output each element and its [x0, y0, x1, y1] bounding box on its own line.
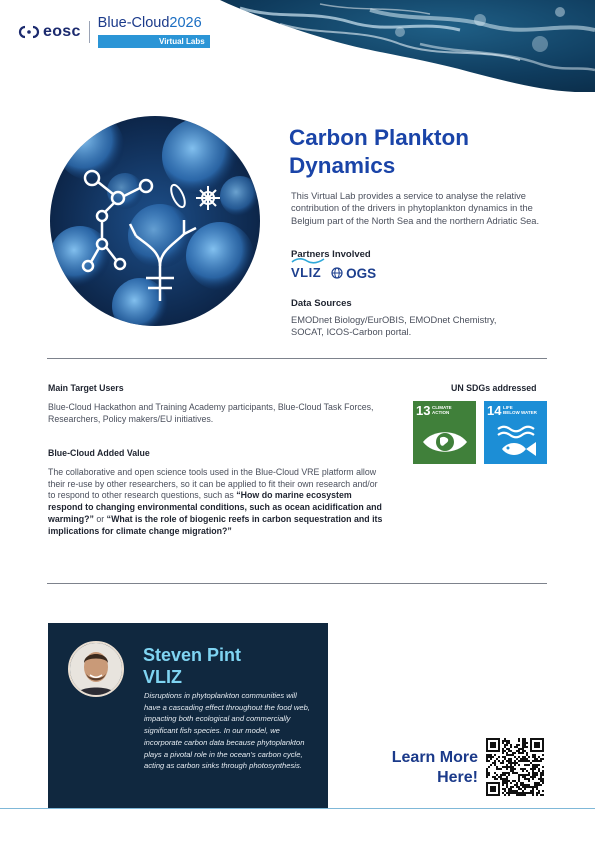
testimonial-card [48, 623, 328, 809]
blue-cloud-title: Blue-Cloud2026 [97, 15, 202, 31]
avatar [68, 641, 124, 697]
eosc-logo-text: eosc [43, 22, 81, 40]
virtual-labs-badge: Virtual Labs [98, 35, 210, 48]
sdg-14-label: LIFE BELOW WATER [503, 405, 537, 416]
added-value-label: Blue-Cloud Added Value [48, 448, 150, 458]
footer-line [0, 808, 595, 809]
sources-label: Data Sources [291, 298, 352, 309]
vliz-logo [291, 264, 321, 282]
partners-logos [291, 264, 376, 282]
qr-code[interactable] [486, 738, 544, 796]
ogs-globe-icon [331, 267, 343, 279]
ocean-wave-image [220, 0, 595, 92]
plankton-image [50, 116, 260, 326]
eye-globe-icon [419, 423, 471, 461]
data-sources-text: EMODnet Biology/EurOBIS, EMODnet Chemistry, SOCAT, ICOS-Carbon portal. [291, 315, 497, 338]
sdg-14-number: 14 [487, 403, 502, 418]
blue-cloud-logo [98, 15, 210, 48]
target-users-label: Main Target Users [48, 383, 124, 393]
learn-more-link[interactable]: Learn More Here! [391, 749, 478, 786]
person-photo [70, 643, 122, 695]
fish-wave-icon [490, 423, 542, 461]
partners-label: Partners Involved [291, 249, 371, 260]
added-value-text: The collaborative and open science tools used in the Blue-Cloud VRE platform allow their re-use by other researchers, so it can be applied to fit their own research and/or to respond to other research questions, such as “How do marine ecosystem respond to changing environmental conditions, such as ocean acidification and warming?” or “What is the role of biogenic reefs in carbon sequestration and its implications for climate change migration?” [48, 467, 383, 536]
sdg-13-label: CLIMATE ACTION [432, 405, 452, 416]
section-divider-top [47, 358, 547, 359]
plankton-illustration [50, 116, 260, 326]
sdg-13-number: 13 [416, 403, 431, 418]
testimonial-organization: VLIZ [143, 667, 182, 687]
logo-divider [89, 21, 90, 43]
testimonial-name: Steven Pint [143, 645, 242, 665]
sdg-13-tile [413, 401, 476, 464]
header-logos [18, 15, 210, 48]
ogs-logo [331, 266, 376, 281]
ogs-logo-text: OGS [346, 265, 377, 281]
lab-description: This Virtual Lab provides a service to analyse the relative contribution of the drivers in phytoplankton dynamics in the Belgium part of the North Sea and the northern Adriatic Sea. [291, 191, 540, 226]
vliz-wave-icon [291, 258, 325, 264]
eosc-logo-icon [18, 25, 40, 39]
sdg-label: UN SDGs addressed [451, 383, 537, 393]
sdg-14-tile [484, 401, 547, 464]
page-title: Carbon Plankton Dynamics [289, 125, 470, 178]
target-users-text: Blue-Cloud Hackathon and Training Academy participants, Blue-Cloud Task Forces, Researchers, Policy makers/EU initiatives. [48, 402, 374, 424]
vliz-logo-text: VLIZ [291, 265, 322, 280]
testimonial-quote: Disruptions in phytoplankton communities will have a cascading effect throughout the food web, impacting both ecological and commercially significant fish species. In our model, we incorporate carbon data because phytoplankton plays a pivotal role in the ocean’s carbon cycle, acting as carbon sinks through photosynthesis. [144, 691, 310, 771]
section-divider-bottom [47, 583, 547, 584]
